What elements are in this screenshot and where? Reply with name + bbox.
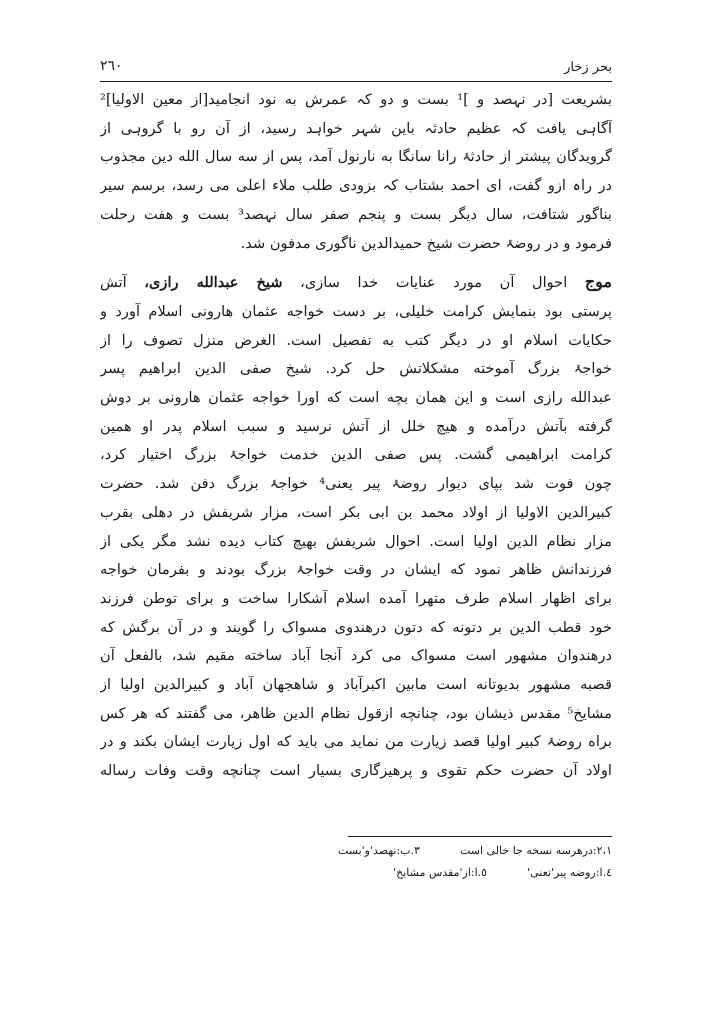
text-line: خود قطب الدین بر دتونه که دتون درهندوی مسواک را گویند و در آن برگش که xyxy=(100,618,612,636)
text-line: گرویدگان پیشتر از حادثۂ رانا سانگا به نارنول آمد، پس از سه سال الله دین مجذوب xyxy=(100,148,612,166)
text-line: براه روضۂ کبیر اولیا قصد زیارت من نماید می باید که اول زیارت ایشان بکند و در xyxy=(100,733,612,751)
text-line: در راہ ازو گفت، ای احمد بشتاب کہ بزودی طلب ملاء اعلی می رسد، برسم سیر xyxy=(100,177,612,195)
text-line: بناگور شتافت، سال دیگر بست و پنجم صفر سال نہصد³ بست و هفت رحلت xyxy=(100,205,612,223)
text-line: فرزندانش ظاهر نمود که ایشان در وقت خواجۂ بزرگ بودند و بفرمان خواجه xyxy=(100,561,612,579)
footnote: ۳.ب:نهصد'و'بست xyxy=(337,844,420,857)
text-line: عبدالله رازی است و این همان بچه است که اورا خواجه عثمان هارونی بر دوش xyxy=(100,389,612,407)
body-text xyxy=(100,86,612,786)
page-number: ۲٦۰ xyxy=(100,58,123,74)
footnote: ٤.ا:روضه پیر'تعنی' xyxy=(527,866,612,879)
footnotes xyxy=(250,840,612,884)
text-line: حکایات اسلام او در دیگر کتب به تفصیل است. الغرض منزل تصوف را از xyxy=(100,331,612,349)
text-line-first xyxy=(100,268,612,298)
text-line: خواجۂ بزرگ آموخته مشکلاتش حل کرد. شیخ صفی الدین ابراهیم پسر xyxy=(100,360,612,378)
text-line: اولاد آن حضرت حکم تقوی و پرهیزگاری بسیار است چنانچه وقت وفات رساله xyxy=(100,762,612,780)
footnote: ٥.ا:از'مقدس مشایخ' xyxy=(393,866,488,879)
text-line: برای اظهار اسلام طرف متهرا آمده اسلام آشکارا ساخت و برای توطن فرزند xyxy=(100,589,612,607)
text-line: فرمود و در روضۂ حضرت شیخ حمیدالدین ناگوری مدفون شد. xyxy=(240,234,612,252)
text-line: درهندوان مشهور است مسواک می کرد آنجا آباد ساخته مقیم شد، بالفعل آن xyxy=(100,647,612,665)
footnote: ۲،۱:درهرسه نسخه جا خالی است xyxy=(459,844,612,857)
footnote-row xyxy=(250,840,612,862)
text-line: قصبه مشهور بدیوتانه است مابین اکبرآباد و شاهجهان آباد و کبیرالدین اولیا از xyxy=(100,676,612,694)
running-title: بحر زخار xyxy=(564,60,612,75)
text-line: پرستی بود بنمایش کرامت خلیلی، بر دست خواجه عثمان هارونی اسلام آورد و xyxy=(100,302,612,320)
text-line: چون فوت شد بپای دیوار روضۂ پیر یعنی⁴ خواجۂ بزرگ دفن شد. حضرت xyxy=(100,475,612,493)
text-line: کبیرالدین الاولیا از اولاد محمد بن ابی بکر است، مزار شریفش در دهلی بقرب xyxy=(100,503,612,521)
text-segment: آتش xyxy=(100,274,127,292)
paragraph-gap xyxy=(100,258,612,268)
page-header xyxy=(100,58,612,80)
text-line: مشایخ⁵ مقدس ذیشان بود، چنانچه ازقول نظام الدین ظاهر، می گفتند که هر کس xyxy=(100,704,612,722)
footnote-rule xyxy=(348,836,612,837)
section-label: موج xyxy=(584,272,612,292)
header-rule xyxy=(100,81,612,82)
text-line: کرامت ابراهیمی گشت. پس صفی الدین خدمت خواجۂ بزرگ اختیار کرد، xyxy=(100,446,612,464)
paragraph-2 xyxy=(100,268,612,786)
text-line: آگاہی یافت کہ عظیم حادثہ باین شہر خواہد رسید، از آن رو با گروہی از xyxy=(100,119,612,137)
footnote-row xyxy=(250,862,612,884)
text-segment: احوال آن مورد عنایات خدا سازی، xyxy=(300,274,568,292)
text-line: بشریعت [در نہصد و ]¹ بست و دو کہ عمرش به نود انجامید[از معین الاولیا]² xyxy=(100,91,612,108)
paragraph-1 xyxy=(100,86,612,258)
text-line: گرفته بآتش درآمده و هیچ خلل از آتش نرسید و سبب اسلام پدر او همین xyxy=(100,417,612,435)
text-line: مزار نظام الدین اولیا است. احوال شریفش بهیچ کتاب دیده نشد مگر یکی از xyxy=(100,532,612,550)
person-name-bold: شیخ عبدالله رازی، xyxy=(144,274,283,292)
